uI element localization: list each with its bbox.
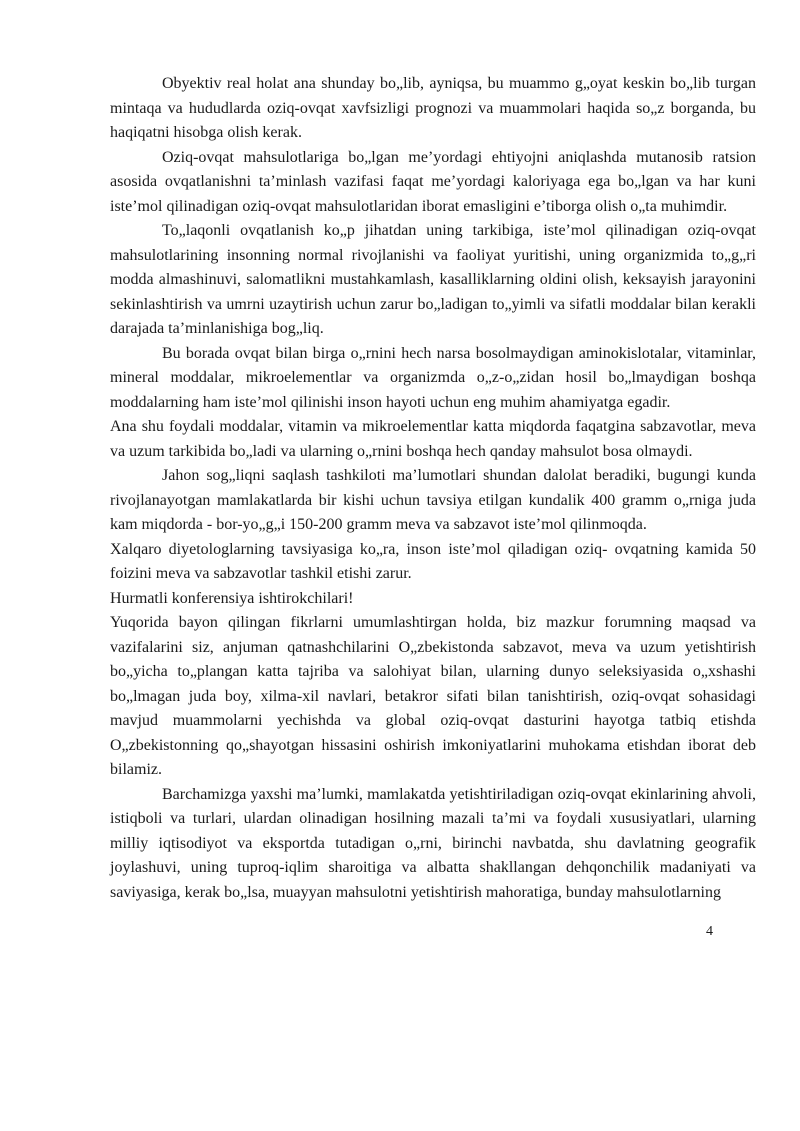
paragraph-4: Bu borada ovqat bilan birga o„rnini hech narsa bosolmaydigan aminokislotalar, vitaminlar, mineral moddalar, mikroelementlar va organizmda o„z-o„zidan hosil bo„lmaydigan boshqa moddalarning ham iste’mol qilinishi inson hayoti uchun eng muhim ahamiyatga egadir. — [110, 344, 756, 411]
paragraph-6: Jahon sog„liqni saqlash tashkiloti ma’lumotlari shundan dalolat beradiki, bugungi kunda rivojlanayotgan mamlakatlarda bir kishi uchun tavsiya etilgan kundalik 400 gramm o„rniga juda kam miqdorda - bor-yo„g„i 150-200 gramm meva va sabzavot iste’mol qilinmoqda. — [110, 467, 756, 533]
paragraph-2: Oziq-ovqat mahsulotlariga bo„lgan me’yordagi ehtiyojni aniqlashda mutanosib ratsion asosida ovqatlanishni ta’minlash vazifasi faqat me’yordagi kaloriyaga ega bo„lgan va har kuni iste’mol qilinadigan oziq-ovqat mahsulotlaridan iborat emasligini e’tiborga olish o„ta muhimdir. — [110, 148, 756, 215]
paragraph-9: Yuqorida bayon qilingan fikrlarni umumlashtirgan holda, biz mazkur forumning maqsad va vazifalarini siz, anjuman qatnashchilarini O„zbekistonda sabzavot, meva va uzum yetishtirish bo„yicha to„plangan katta tajriba va salohiyat bilan, ularning dunyo seleksiyasida o„xshashi bo„lmagan juda boy, xilma-xil navlari, betakror sifati bilan tanishtirish, oziq-ovqat sohasidagi mavjud muammolarni yechishda va global oziq-ovqat dasturini hayotga tatbiq etishda O„zbekistonning qo„shayotgan hissasini oshirish imkoniyatlarini muhokama etishdan iborat deb bilamiz. — [110, 614, 756, 778]
paragraph-10: Barchamizga yaxshi ma’lumki, mamlakatda yetishtiriladigan oziq-ovqat ekinlarining ahvoli, istiqboli va turlari, ulardan olinadigan hosilning mazali ta’mi va foydali xususiyatlari, ularning milliy iqtisodiyot va eksportda tutadigan o„rni, birinchi navbatda, shu davlatning geografik joylashuvi, uning tuproq-iqlim sharoitiga va albatta shakllangan dehqonchilik madaniyati va saviyasiga, kerak bo„lsa, muayyan mahsulotni yetishtirish mahoratiga, bunday mahsulotlarning — [110, 785, 756, 901]
paragraph-8: Hurmatli konferensiya ishtirokchilari! — [110, 589, 354, 607]
paragraph-1: Obyektiv real holat ana shunday bo„lib, ayniqsa, bu muammo g„oyat keskin bo„lib turgan mintaqa va hududlarda oziq-ovqat xavfsizligi prognozi va muammolari haqida so„z borganda, bu haqiqatni hisobga olish kerak. — [110, 75, 756, 141]
paragraph-7: Xalqaro diyetologlarning tavsiyasiga ko„ra, inson iste’mol qiladigan oziq- ovqatning kamida 50 foizini meva va sabzavotlar tashkil etishi zarur. — [110, 540, 756, 582]
paragraph-3: To„laqonli ovqatlanish ko„p jihatdan uning tarkibiga, iste’mol qilinadigan oziq-ovqat mahsulotlarining insonning normal rivojlanishi va faoliyat yuritishi, uning organizmida to„g„ri modda almashinuvi, salomatlikni mustahkamlash, kasalliklarning oldini olish, keksayish jarayonini sekinlashtirish va umrni uzaytirish uchun zarur bo„ladigan to„yimli va sifatli moddalar bilan kerakli darajada ta’minlanishiga bog„liq. — [110, 222, 756, 337]
paragraph-5: Ana shu foydali moddalar, vitamin va mikroelementlar katta miqdorda faqatgina sabzavotlar, meva va uzum tarkibida bo„ladi va ularning o„rnini boshqa hech qanday mahsulot bosa olmaydi. — [110, 418, 756, 460]
page-number: 4 — [706, 924, 713, 939]
